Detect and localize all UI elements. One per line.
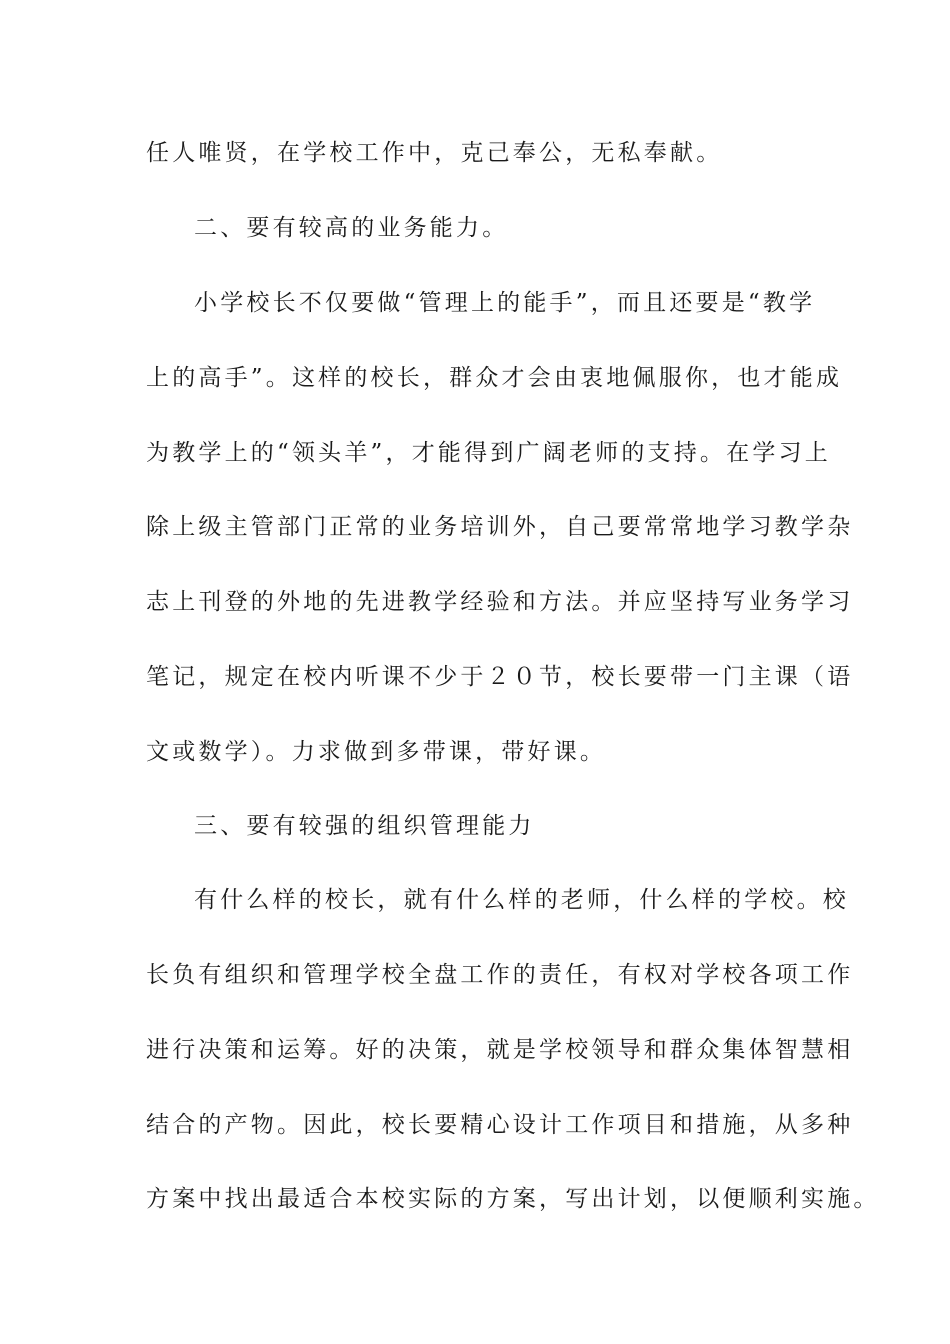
paragraph-line: 进行决策和运筹。好的决策，就是学校领导和群众集体智慧相 (146, 1037, 854, 1063)
paragraph-line: 小学校长不仅要做“管理上的能手”，而且还要是“教学 (194, 290, 816, 316)
section-heading: 二、要有较高的业务能力。 (194, 215, 509, 241)
paragraph-line: 任人唯贤，在学校工作中，克己奉公，无私奉献。 (146, 140, 723, 166)
paragraph-line: 文或数学）。力求做到多带课，带好课。 (146, 739, 607, 765)
section-heading: 三、要有较强的组织管理能力 (194, 813, 535, 839)
paragraph-line: 志上刊登的外地的先进教学经验和方法。并应坚持写业务学习 (146, 589, 854, 615)
paragraph-line: 上的高手”。这样的校长，群众才会由衷地佩服你，也才能成 (146, 365, 843, 391)
paragraph-line: 除上级主管部门正常的业务培训外，自己要常常地学习教学杂 (146, 514, 854, 540)
paragraph-line: 为教学上的“领头羊”，才能得到广阔老师的支持。在学习上 (146, 440, 831, 466)
paragraph-line: 长负有组织和管理学校全盘工作的责任，有权对学校各项工作 (146, 962, 854, 988)
paragraph-line: 方案中找出最适合本校实际的方案，写出计划，以便顺利实施。 (146, 1186, 880, 1212)
paragraph-line: 有什么样的校长，就有什么样的老师，什么样的学校。校 (194, 887, 849, 913)
paragraph-line: 结合的产物。因此，校长要精心设计工作项目和措施，从多种 (146, 1112, 854, 1138)
paragraph-line: 笔记，规定在校内听课不少于２０节，校长要带一门主课（语 (146, 664, 854, 690)
